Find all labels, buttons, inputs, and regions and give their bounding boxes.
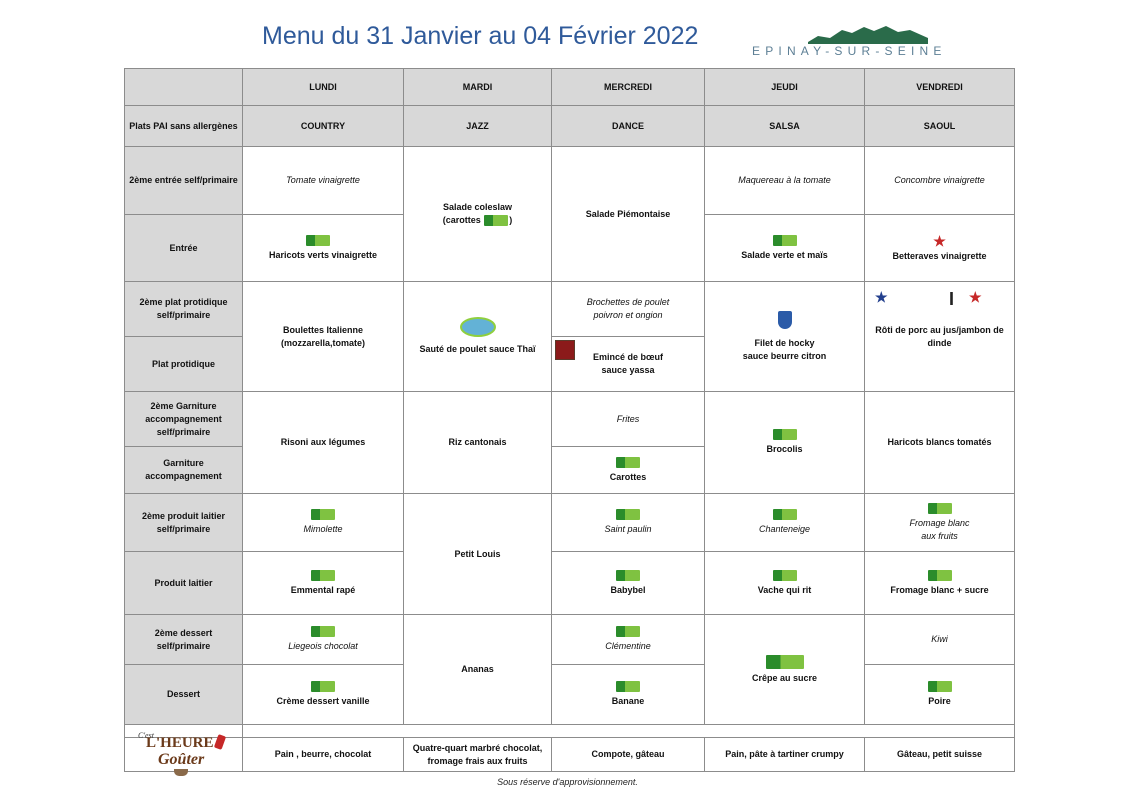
dessert-row	[125, 665, 1015, 725]
day-header-mercredi: MERCREDI	[552, 69, 705, 106]
garn2-mercredi: Frites	[552, 392, 705, 447]
dessert-lundi	[243, 665, 404, 725]
lait-jeudi	[705, 552, 865, 615]
row-label-garn2: 2ème Garniture accompagnement self/primaire	[125, 392, 243, 447]
gouter-logo-line3: Goûter	[158, 751, 205, 768]
plat-mercredi-line1: Emincé de bœuf	[592, 352, 663, 362]
day-header-mardi: MARDI	[404, 69, 552, 106]
plat2-mercredi-line2: poivron et ongion	[593, 310, 663, 320]
plat-vendredi	[865, 282, 1015, 392]
lait2-vendredi-line2: aux fruits	[921, 530, 958, 541]
plat-mardi-text: Sauté de poulet sauce Thaï	[419, 344, 536, 354]
lait-mardi: Petit Louis	[404, 494, 552, 615]
page-title: Menu du 31 Janvier au 04 Février 2022	[262, 22, 699, 50]
dessert-vendredi	[865, 665, 1015, 725]
plat2-row	[125, 282, 1015, 337]
garn2-row	[125, 392, 1015, 447]
lait-vendredi-text: Fromage blanc + sucre	[890, 584, 989, 595]
lait-jeudi-text: Vache qui rit	[757, 584, 812, 595]
plat2-mercredi	[552, 282, 705, 337]
separator-icon: I	[949, 289, 955, 309]
exclamation-icon	[214, 734, 226, 750]
dessert-mercredi	[552, 665, 705, 725]
plat-jeudi	[705, 282, 865, 392]
label-rouge-star-icon: ★	[933, 232, 946, 249]
dessert2-lundi-text: Liegeois chocolat	[288, 641, 358, 651]
dessert2-mercredi	[552, 615, 705, 665]
entree2-vendredi: Concombre vinaigrette	[865, 147, 1015, 215]
row-label-lait2: 2ème produit laitier self/primaire	[125, 494, 243, 552]
row-label-garn: Garniture accompagnement	[125, 447, 243, 494]
dessert-lundi-text: Crème dessert vanille	[276, 696, 370, 706]
pai-mercredi: DANCE	[552, 106, 705, 147]
footnote: Sous réserve d'approvisionnement.	[497, 777, 638, 787]
entree-jeudi	[705, 215, 865, 282]
plat-lundi-line2: (mozzarella,tomate)	[280, 337, 366, 348]
entree-mardi-line1: Salade coleslaw	[442, 202, 513, 212]
plat-mardi	[404, 282, 552, 392]
bio-label-icon	[616, 626, 640, 637]
lait2-mercredi-text: Saint paulin	[604, 524, 652, 534]
lait-mercredi-text: Babybel	[610, 584, 646, 595]
lait-mercredi	[552, 552, 705, 615]
entree2-row	[125, 147, 1015, 215]
gouter-vendredi: Gâteau, petit suisse	[865, 738, 1015, 772]
entree2-lundi: Tomate vinaigrette	[243, 147, 404, 215]
pai-row	[125, 106, 1015, 147]
days-header-row	[125, 69, 1015, 106]
gouter-jeudi: Pain, pâte à tartiner crumpy	[705, 738, 865, 772]
bio-label-icon	[311, 570, 335, 581]
plat2-mercredi-line1: Brochettes de poulet	[586, 297, 670, 307]
bio-label-icon	[928, 503, 952, 514]
label-rouge-star-icon: ★	[969, 289, 982, 305]
dessert2-row	[125, 615, 1015, 665]
gouter-mardi: Quatre-quart marbré chocolat, fromage frais aux fruits	[404, 738, 552, 772]
lait2-mercredi	[552, 494, 705, 552]
pai-jeudi: SALSA	[705, 106, 865, 147]
gouter-mercredi: Compote, gâteau	[552, 738, 705, 772]
garn-mercredi-text: Carottes	[609, 471, 647, 482]
dessert-mercredi-text: Banane	[611, 696, 645, 706]
entree-lundi	[243, 215, 404, 282]
plat-vendredi-line1: Rôti de porc au jus/jambon de	[875, 324, 1004, 335]
gouter-logo-line2: L'HEURE	[146, 735, 214, 751]
day-header-lundi: LUNDI	[243, 69, 404, 106]
day-header-jeudi: JEUDI	[705, 69, 865, 106]
bio-label-icon	[484, 215, 508, 226]
plat-jeudi-line2: sauce beurre citron	[742, 350, 827, 361]
row-label-pai: Plats PAI sans allergènes	[125, 106, 243, 147]
heure-du-gouter-logo	[130, 729, 230, 777]
lait2-jeudi	[705, 494, 865, 552]
plat-lundi-line1: Boulettes Italienne	[282, 324, 363, 335]
gouter-lundi: Pain , beurre, chocolat	[243, 738, 404, 772]
lait2-lundi	[243, 494, 404, 552]
garn-jeudi-text: Brocolis	[766, 444, 803, 454]
lait2-lundi-text: Mimolette	[303, 524, 343, 534]
menu-table	[124, 68, 1015, 772]
label-rouge-star-icon: ★	[875, 289, 888, 305]
bio-label-icon	[766, 655, 804, 669]
garn-jeudi	[705, 392, 865, 494]
plat-jeudi-line1: Filet de hocky	[754, 337, 815, 348]
bio-label-icon	[311, 509, 335, 520]
row-label-plat2: 2ème plat protidique self/primaire	[125, 282, 243, 337]
cup-icon	[174, 769, 188, 776]
entree-jeudi-text: Salade verte et maïs	[741, 249, 828, 260]
lait-row	[125, 552, 1015, 615]
dessert-jeudi	[705, 615, 865, 725]
corner-cell	[125, 69, 243, 106]
city-logo-text: EPINAY-SUR-SEINE	[752, 44, 947, 58]
dessert-vendredi-text: Poire	[928, 696, 951, 706]
garn-mercredi	[552, 447, 705, 494]
lait-vendredi	[865, 552, 1015, 615]
pai-vendredi: SAOUL	[865, 106, 1015, 147]
hills-icon	[808, 24, 928, 44]
lait-lundi	[243, 552, 404, 615]
entree-lundi-text: Haricots verts vinaigrette	[268, 249, 378, 260]
plat-lundi	[243, 282, 404, 392]
lait-lundi-text: Emmental rapé	[290, 584, 356, 595]
entree-vendredi-text: Betteraves vinaigrette	[892, 250, 987, 261]
garn-vendredi: Haricots blancs tomatés	[865, 392, 1015, 494]
bio-label-icon	[773, 509, 797, 520]
farm-label-icon	[460, 317, 496, 337]
pai-mardi: JAZZ	[404, 106, 552, 147]
row-label-dessert: Dessert	[125, 665, 243, 725]
dessert-mardi: Ananas	[404, 615, 552, 725]
garn-mardi: Riz cantonais	[404, 392, 552, 494]
row-label-plat: Plat protidique	[125, 337, 243, 392]
entree-mardi-line2b: )	[509, 215, 513, 225]
entree-mardi	[404, 147, 552, 282]
beef-origin-icon	[555, 340, 575, 360]
bio-label-icon	[306, 235, 330, 246]
bio-label-icon	[773, 235, 797, 246]
bio-label-icon	[616, 681, 640, 692]
bio-label-icon	[773, 570, 797, 581]
row-label-lait: Produit laitier	[125, 552, 243, 615]
entree-mardi-line2a: (carottes	[442, 215, 481, 225]
bio-label-icon	[616, 509, 640, 520]
lait2-vendredi-line1: Fromage blanc	[909, 517, 970, 528]
plat-mercredi	[552, 337, 705, 392]
dessert-jeudi-text: Crêpe au sucre	[751, 672, 818, 683]
spacer-cell	[243, 725, 1015, 738]
lait2-row	[125, 494, 1015, 552]
bio-label-icon	[311, 681, 335, 692]
lait2-jeudi-text: Chanteneige	[758, 524, 811, 534]
bio-label-icon	[928, 570, 952, 581]
city-logo	[748, 22, 988, 62]
gouter-row	[125, 738, 1015, 772]
dessert2-lundi	[243, 615, 404, 665]
bio-label-icon	[616, 457, 640, 468]
entree2-jeudi: Maquereau à la tomate	[705, 147, 865, 215]
entree-vendredi	[865, 215, 1015, 282]
dessert2-mercredi-text: Clémentine	[605, 641, 651, 651]
day-header-vendredi: VENDREDI	[865, 69, 1015, 106]
bio-label-icon	[311, 626, 335, 637]
gouter-logo-line1: C'est	[138, 731, 154, 740]
row-label-entree: Entrée	[125, 215, 243, 282]
msc-label-icon	[778, 311, 792, 329]
dessert2-vendredi: Kiwi	[865, 615, 1015, 665]
lait2-vendredi	[865, 494, 1015, 552]
bio-label-icon	[616, 570, 640, 581]
spacer-row	[125, 725, 1015, 738]
entree-mercredi: Salade Piémontaise	[552, 147, 705, 282]
bio-label-icon	[928, 681, 952, 692]
plat-vendredi-line2: dinde	[927, 337, 952, 348]
garn-lundi: Risoni aux légumes	[243, 392, 404, 494]
row-label-dessert2: 2ème dessert self/primaire	[125, 615, 243, 665]
pai-lundi: COUNTRY	[243, 106, 404, 147]
row-label-entree2: 2ème entrée self/primaire	[125, 147, 243, 215]
plat-mercredi-line2: sauce yassa	[601, 365, 655, 375]
bio-label-icon	[773, 429, 797, 440]
